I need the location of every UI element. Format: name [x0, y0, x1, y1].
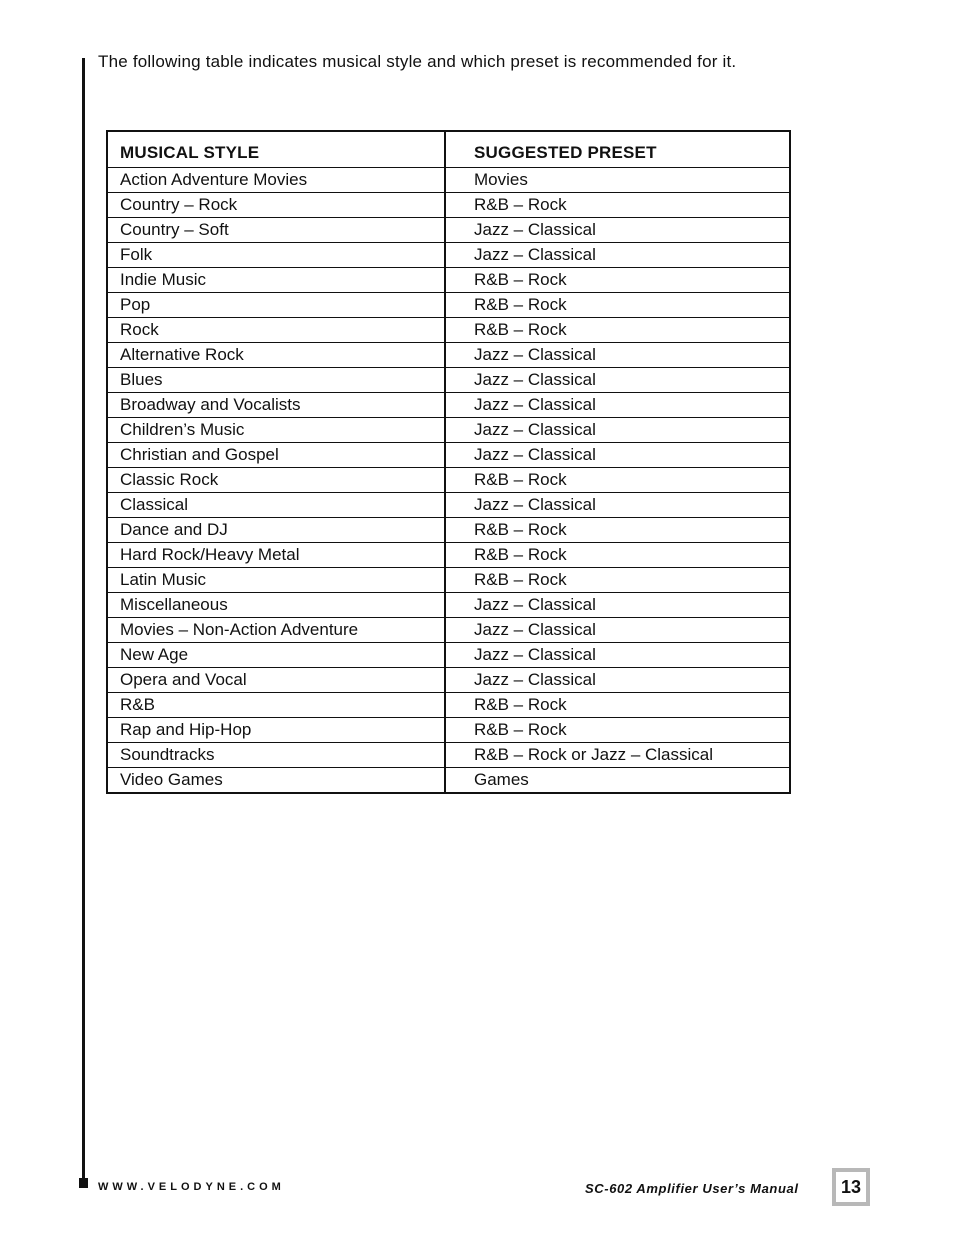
table-row: [108, 293, 789, 318]
musical-style-cell: Indie Music: [108, 268, 445, 293]
column-header-suggested-preset: SUGGESTED PRESET: [445, 132, 789, 168]
table-row: [108, 318, 789, 343]
footer-website: WWW.VELODYNE.COM: [98, 1181, 285, 1193]
musical-style-cell: Miscellaneous: [108, 593, 445, 618]
table-row: [108, 743, 789, 768]
footer-manual-title: SC-602 Amplifier User’s Manual: [585, 1181, 799, 1196]
table-row: [108, 543, 789, 568]
table-row: [108, 218, 789, 243]
preset-table: [106, 130, 791, 794]
table-header-row: [108, 132, 789, 168]
musical-style-cell: Rock: [108, 318, 445, 343]
table-row: [108, 693, 789, 718]
suggested-preset-cell: Jazz – Classical: [445, 618, 789, 643]
table-row: [108, 618, 789, 643]
suggested-preset-cell: Jazz – Classical: [445, 493, 789, 518]
suggested-preset-cell: R&B – Rock: [445, 568, 789, 593]
table-row: [108, 393, 789, 418]
musical-style-cell: Video Games: [108, 768, 445, 793]
intro-paragraph: The following table indicates musical style and which preset is recommended for it.: [98, 52, 737, 71]
musical-style-cell: Country – Soft: [108, 218, 445, 243]
suggested-preset-cell: R&B – Rock: [445, 543, 789, 568]
musical-style-cell: Children’s Music: [108, 418, 445, 443]
suggested-preset-cell: R&B – Rock: [445, 318, 789, 343]
suggested-preset-cell: Jazz – Classical: [445, 343, 789, 368]
page-number-box: [832, 1168, 870, 1206]
table-row: [108, 168, 789, 193]
table-row: [108, 343, 789, 368]
suggested-preset-cell: R&B – Rock: [445, 518, 789, 543]
suggested-preset-cell: R&B – Rock or Jazz – Classical: [445, 743, 789, 768]
suggested-preset-cell: Jazz – Classical: [445, 418, 789, 443]
left-rule-end-marker: [79, 1178, 88, 1188]
suggested-preset-cell: R&B – Rock: [445, 718, 789, 743]
suggested-preset-cell: R&B – Rock: [445, 693, 789, 718]
suggested-preset-cell: Movies: [445, 168, 789, 193]
musical-style-cell: Hard Rock/Heavy Metal: [108, 543, 445, 568]
musical-style-cell: Blues: [108, 368, 445, 393]
table-row: [108, 268, 789, 293]
table-row: [108, 518, 789, 543]
table-row: [108, 768, 789, 793]
suggested-preset-cell: R&B – Rock: [445, 268, 789, 293]
table-row: [108, 668, 789, 693]
musical-style-cell: Rap and Hip-Hop: [108, 718, 445, 743]
table-row: [108, 718, 789, 743]
musical-style-cell: R&B: [108, 693, 445, 718]
suggested-preset-cell: Jazz – Classical: [445, 668, 789, 693]
musical-style-cell: Latin Music: [108, 568, 445, 593]
table-row: [108, 443, 789, 468]
suggested-preset-cell: Jazz – Classical: [445, 368, 789, 393]
musical-style-cell: Classic Rock: [108, 468, 445, 493]
suggested-preset-cell: R&B – Rock: [445, 193, 789, 218]
musical-style-cell: Soundtracks: [108, 743, 445, 768]
musical-style-cell: Movies – Non-Action Adventure: [108, 618, 445, 643]
table-row: [108, 243, 789, 268]
suggested-preset-cell: Jazz – Classical: [445, 593, 789, 618]
page-number: 13: [836, 1172, 866, 1202]
musical-style-cell: Classical: [108, 493, 445, 518]
suggested-preset-cell: R&B – Rock: [445, 293, 789, 318]
musical-style-cell: Opera and Vocal: [108, 668, 445, 693]
table-row: [108, 568, 789, 593]
table-row: [108, 418, 789, 443]
musical-style-cell: Dance and DJ: [108, 518, 445, 543]
musical-style-cell: New Age: [108, 643, 445, 668]
suggested-preset-cell: R&B – Rock: [445, 468, 789, 493]
table-row: [108, 368, 789, 393]
table-row: [108, 493, 789, 518]
table-row: [108, 468, 789, 493]
table-row: [108, 643, 789, 668]
suggested-preset-cell: Jazz – Classical: [445, 218, 789, 243]
suggested-preset-cell: Jazz – Classical: [445, 393, 789, 418]
suggested-preset-cell: Games: [474, 770, 529, 789]
table-row: [108, 193, 789, 218]
musical-style-cell: Action Adventure Movies: [108, 168, 445, 193]
table-row: [108, 593, 789, 618]
musical-style-cell: Pop: [108, 293, 445, 318]
suggested-preset-cell: Jazz – Classical: [445, 643, 789, 668]
musical-style-cell: Broadway and Vocalists: [108, 393, 445, 418]
left-margin-rule: [82, 58, 85, 1178]
musical-style-cell: Folk: [108, 243, 445, 268]
musical-style-cell: Alternative Rock: [108, 343, 445, 368]
suggested-preset-cell: Jazz – Classical: [445, 243, 789, 268]
suggested-preset-cell: Jazz – Classical: [445, 443, 789, 468]
column-header-musical-style: MUSICAL STYLE: [108, 132, 445, 168]
musical-style-cell: Christian and Gospel: [108, 443, 445, 468]
musical-style-cell: Country – Rock: [108, 193, 445, 218]
